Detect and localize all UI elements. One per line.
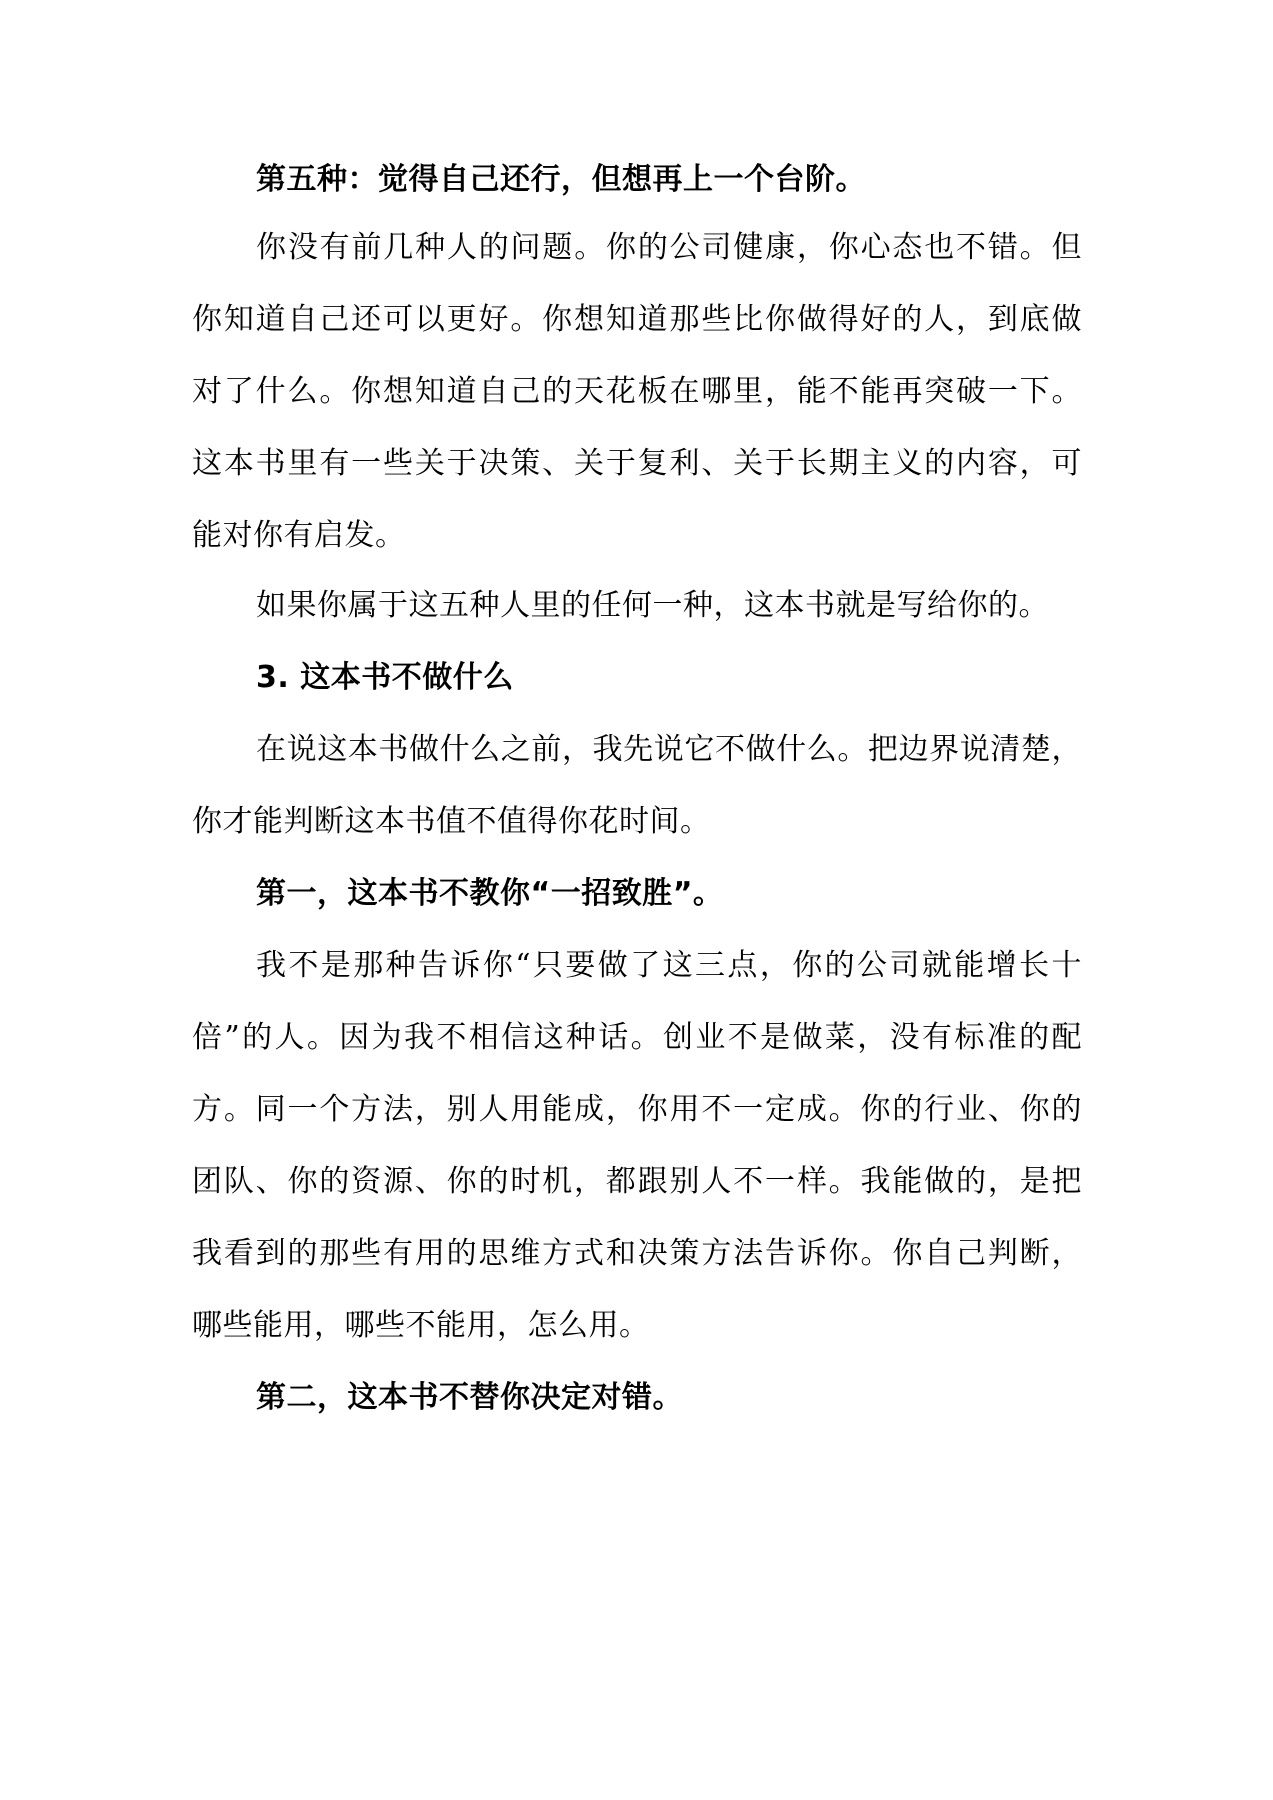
paragraph-line: 你知道自己还可以更好。你想知道那些比你做得好的人，到底做 bbox=[192, 302, 1082, 337]
paragraph-line: 这本书里有一些关于决策、关于复利、关于长期主义的内容，可 bbox=[192, 446, 1082, 481]
section-heading: 3. 这本书不做什么 bbox=[256, 660, 514, 695]
paragraph-line: 倍”的人。因为我不相信这种话。创业不是做菜，没有标准的配 bbox=[192, 1020, 1082, 1055]
heading-fifth-type: 第五种：觉得自己还行，但想再上一个台阶。 bbox=[256, 162, 866, 197]
paragraph-line: 对了什么。你想知道自己的天花板在哪里，能不能再突破一下。 bbox=[192, 374, 1082, 409]
paragraph-line: 你没有前几种人的问题。你的公司健康，你心态也不错。但 bbox=[256, 230, 1082, 265]
heading-second-point: 第二，这本书不替你决定对错。 bbox=[256, 1380, 683, 1415]
paragraph-line: 在说这本书做什么之前，我先说它不做什么。把边界说清楚， bbox=[256, 732, 1082, 767]
heading-first-point: 第一，这本书不教你“一招致胜”。 bbox=[256, 876, 724, 911]
paragraph-summary: 如果你属于这五种人里的任何一种，这本书就是写给你的。 bbox=[256, 588, 1049, 623]
paragraph-line: 团队、你的资源、你的时机，都跟别人不一样。我能做的，是把 bbox=[192, 1164, 1082, 1199]
paragraph-line: 能对你有启发。 bbox=[192, 518, 406, 553]
paragraph-line: 哪些能用，哪些不能用，怎么用。 bbox=[192, 1308, 650, 1343]
paragraph-line: 我看到的那些有用的思维方式和决策方法告诉你。你自己判断， bbox=[192, 1236, 1082, 1271]
paragraph-line: 你才能判断这本书值不值得你花时间。 bbox=[192, 804, 711, 839]
paragraph-line: 方。同一个方法，别人用能成，你用不一定成。你的行业、你的 bbox=[192, 1092, 1082, 1127]
paragraph-line: 我不是那种告诉你“只要做了这三点，你的公司就能增长十 bbox=[256, 948, 1082, 983]
